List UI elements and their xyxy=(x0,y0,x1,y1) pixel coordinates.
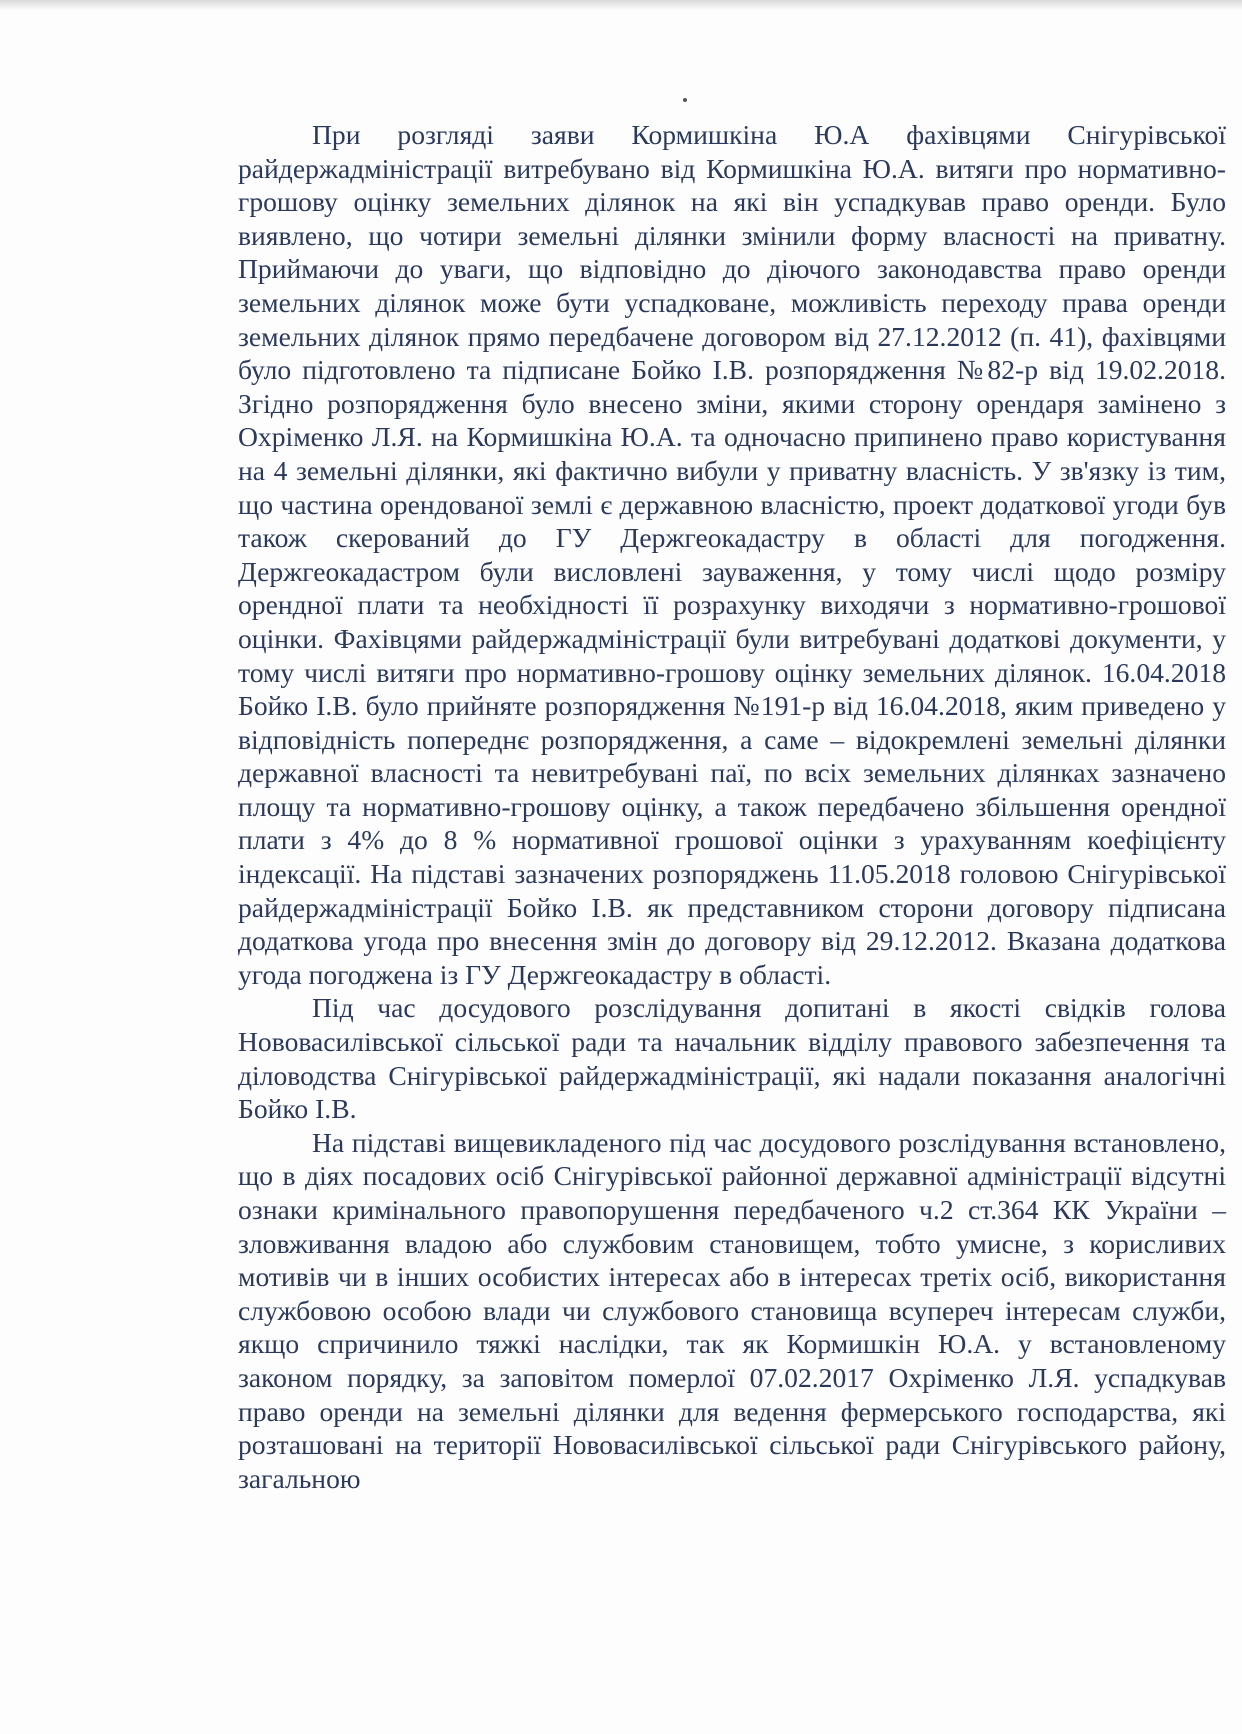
scan-speck xyxy=(683,98,687,102)
scan-top-edge-shadow xyxy=(0,0,1242,10)
paragraph-3: На підставі вищевикладеного під час досудового розслідування встановлено, що в діях посадових осіб Снігурівської районної державної адміністрації відсутні ознаки кримінального правопорушення передбаченого ч.2 ст.364 КК України – зловживання владою або службовим становищем, тобто умисне, з корисливих мотивів чи в інших особистих інтересах або в інтересах третіх осіб, використання службовою особою влади чи службового становища всупереч інтересам служби, якщо спричинило тяжкі наслідки, так як Кормишкін Ю.А. у встановленому законом порядку, за заповітом померлої 07.02.2017 Охріменко Л.Я. успадкував право оренди на земельні ділянки для ведення фермерського господарства, які розташовані на території Нововасилівської сільської ради Снігурівського району, загальною xyxy=(238,1126,1226,1494)
paragraph-2: Під час досудового розслідування допитані в якості свідків голова Нововасилівської сільської ради та начальник відділу правового забезпечення та діловодства Снігурівської райдержадміністрації, які надали показання аналогічні Бойко І.В. xyxy=(238,992,1226,1125)
paragraph-1: При розгляді заяви Кормишкіна Ю.А фахівцями Снігурівської райдержадміністрації витребувано від Кормишкіна Ю.А. витяги про нормативно-грошову оцінку земельних ділянок на які він успадкував право оренди. Було виявлено, що чотири земельні ділянки змінили форму власності на приватну. Приймаючи до уваги, що відповідно до діючого законодавства право оренди земельних ділянок може бути успадковане, можливість переходу права оренди земельних ділянок прямо передбачене договором від 27.12.2012 (п. 41), фахівцями було підготовлено та підписане Бойко І.В. розпорядження №82-р від 19.02.2018. Згідно розпорядження було внесено зміни, якими сторону орендаря замінено з Охріменко Л.Я. на Кормишкіна Ю.А. та одночасно припинено право користування на 4 земельні ділянки, які фактично вибули у приватну власність. У зв'язку із тим, що частина орендованої землі є державною власністю, проект додаткової угоди був також скерований до ГУ Держгеокадастру в області для погодження. Держгеокадастром були висловлені зауваження, у тому числі щодо розміру орендної плати та необхідності її розрахунку виходячи з нормативно-грошової оцінки. Фахівцями райдержадміністрації були витребувані додаткові документи, у тому числі витяги про нормативно-грошову оцінку земельних ділянок. 16.04.2018 Бойко І.В. було прийняте розпорядження №191-р від 16.04.2018, яким приведено у відповідність попереднє розпорядження, а саме – відокремлені земельні ділянки державної власності та невитребувані паї, по всіх земельних ділянках зазначено площу та нормативно-грошову оцінку, а також передбачено збільшення орендної плати з 4% до 8 % нормативної грошової оцінки з урахуванням коефіцієнту індексації. На підставі зазначених розпоряджень 11.05.2018 головою Снігурівської райдержадміністрації Бойко І.В. як представником сторони договору підписана додаткова угода про внесення змін до договору від 29.12.2012. Вказана додаткова угода погоджена із ГУ Держгеокадастру в області. xyxy=(238,119,1226,990)
document-body xyxy=(238,118,1226,1495)
